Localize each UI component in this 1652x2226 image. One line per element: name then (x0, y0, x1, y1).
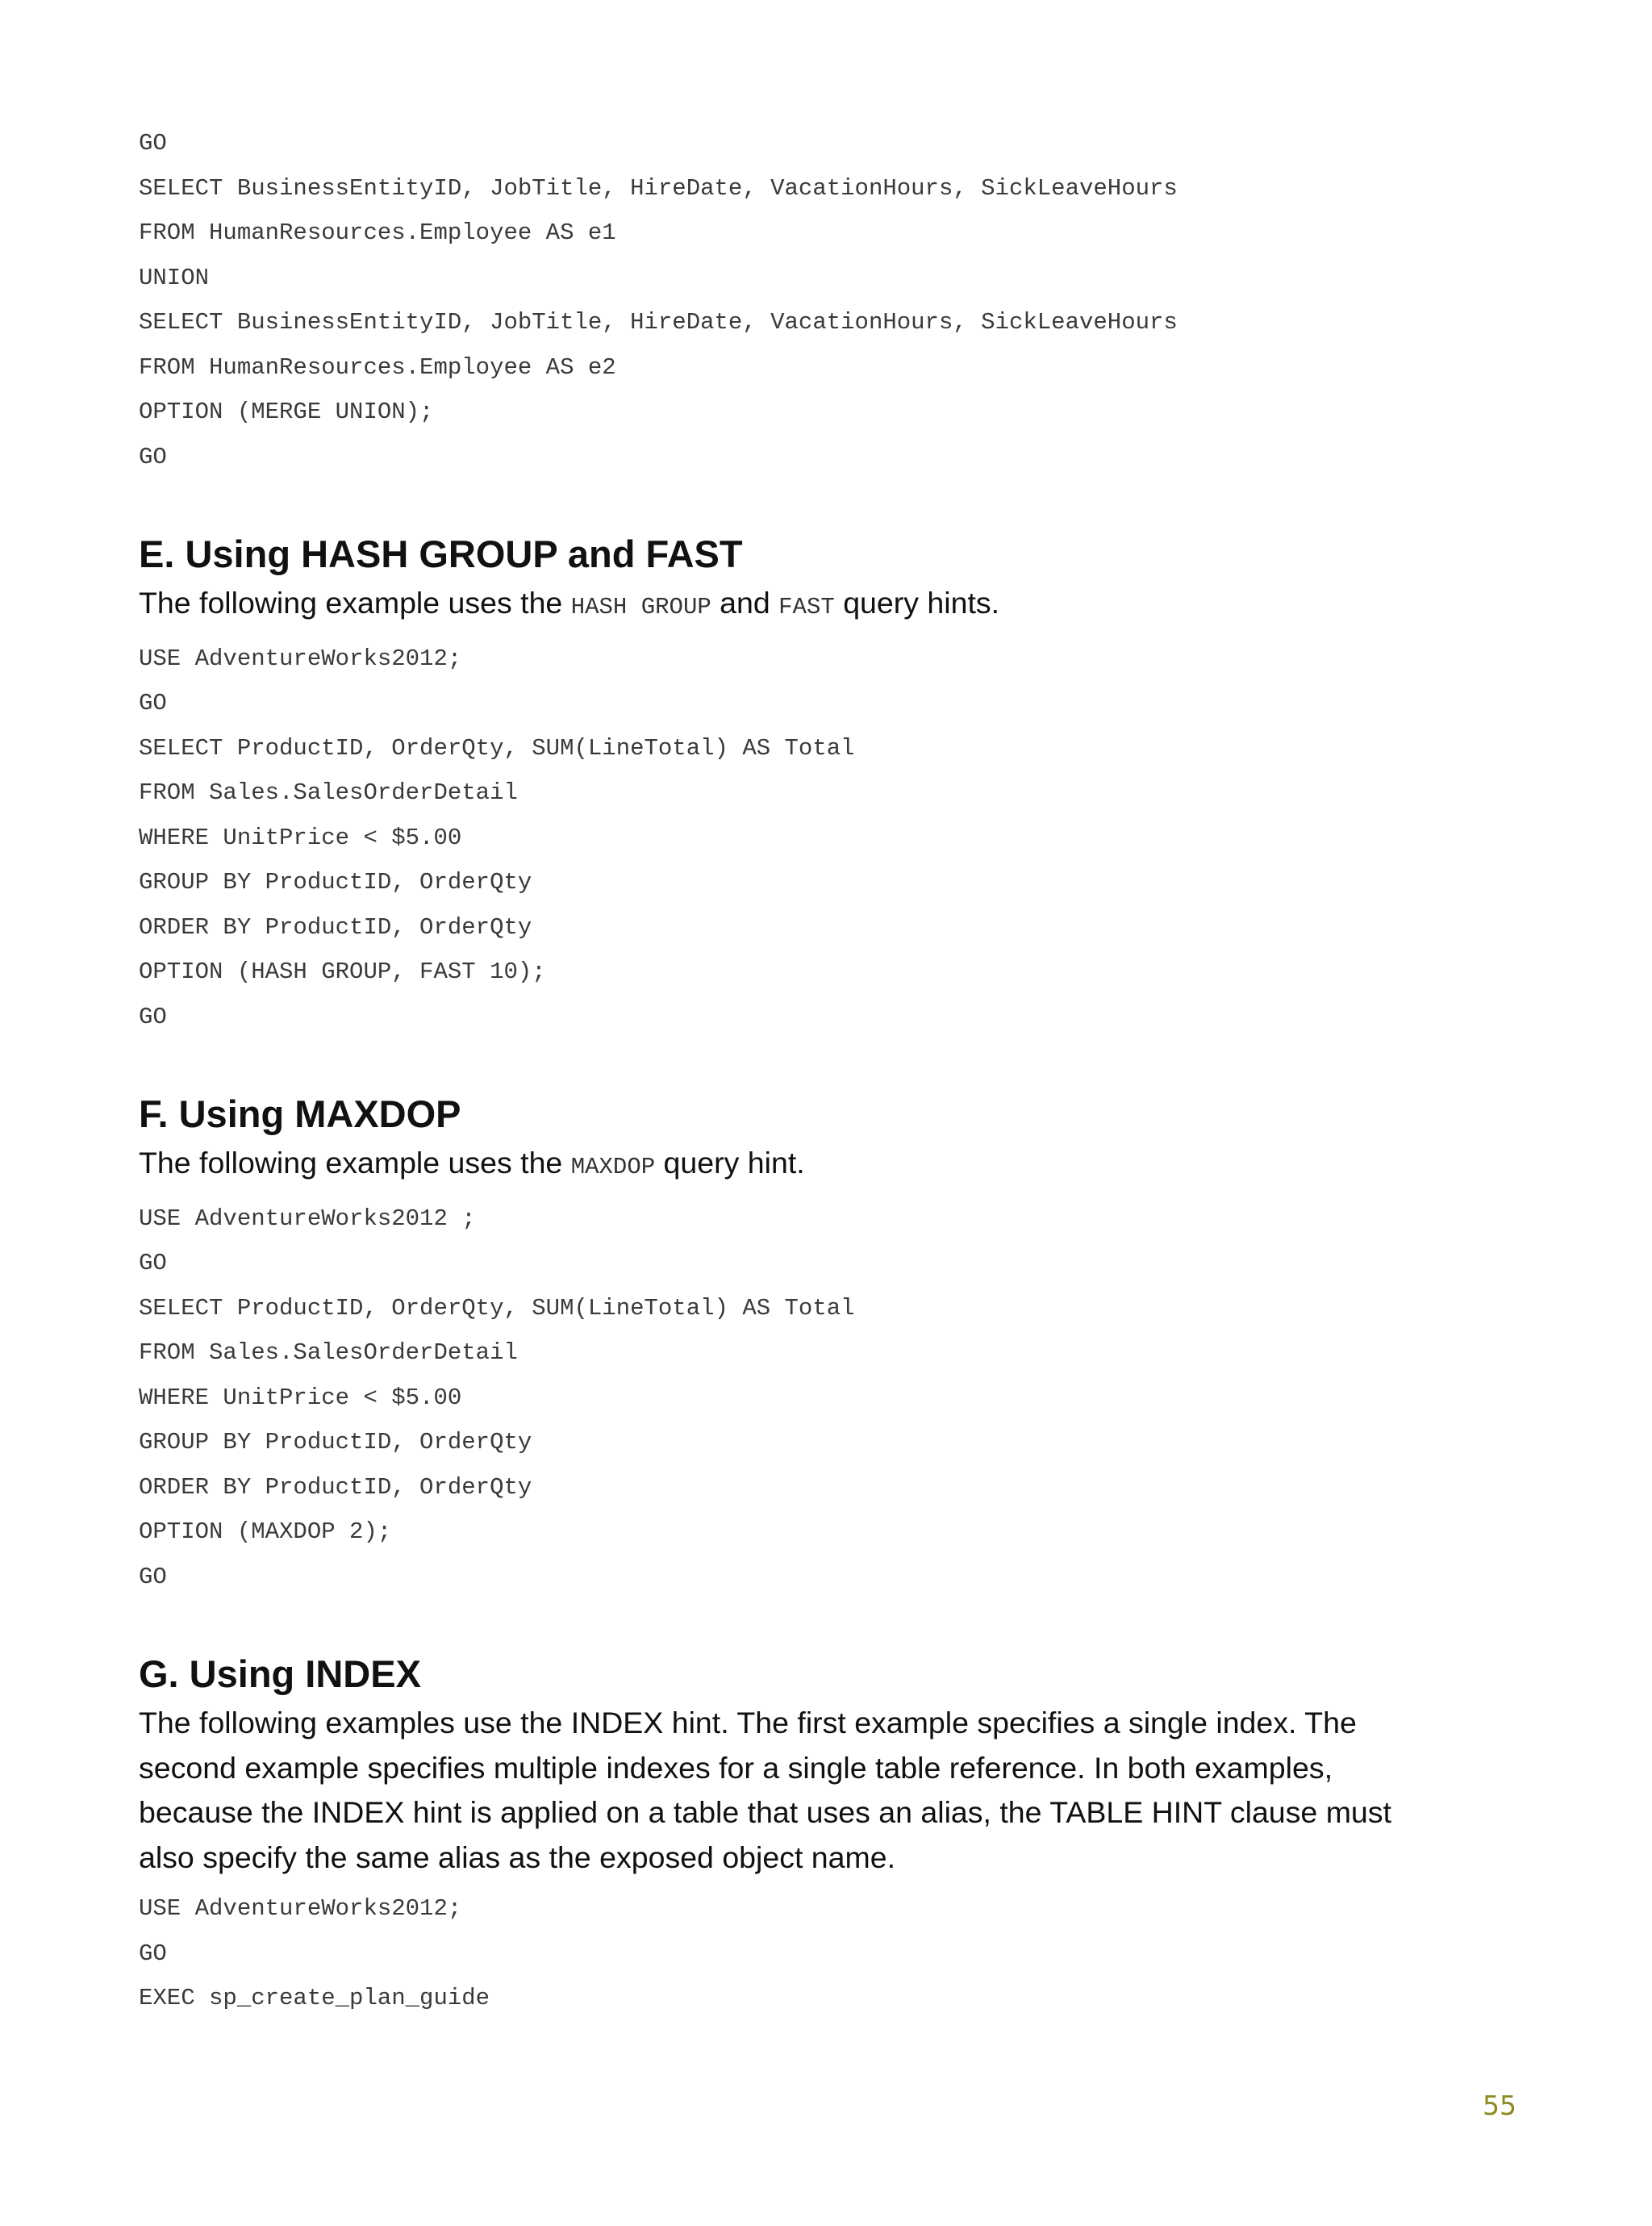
code-line: FROM HumanResources.Employee AS e1 (139, 219, 616, 246)
intro-line: because the INDEX hint is applied on a table that uses an alias, the TABLE HINT clause must (139, 1795, 1391, 1829)
section-heading-g: G. Using INDEX (139, 1652, 421, 1695)
code-block-maxdop (139, 1197, 1526, 1600)
inline-code: HASH GROUP (570, 594, 711, 620)
code-block-index (139, 1886, 1526, 2021)
inline-code: MAXDOP (570, 1154, 656, 1180)
intro-text: query hint. (655, 1146, 805, 1180)
code-line: GROUP BY ProductID, OrderQty (139, 869, 532, 896)
section-intro-f (139, 1141, 1526, 1190)
code-line: OPTION (HASH GROUP, FAST 10); (139, 958, 546, 985)
section-heading-f: F. Using MAXDOP (139, 1092, 461, 1135)
code-line: WHERE UnitPrice < $5.00 (139, 1384, 462, 1411)
intro-line: The following examples use the INDEX hint. The first example specifies a single index. The (139, 1706, 1357, 1739)
code-line: GO (139, 1563, 167, 1590)
code-block-merge-union (139, 121, 1526, 479)
intro-line: also specify the same alias as the exposed object name. (139, 1840, 896, 1874)
code-line: GO (139, 443, 167, 470)
code-block-hash-group (139, 637, 1526, 1040)
code-line: GO (139, 1940, 167, 1967)
document-page (139, 121, 1526, 2021)
intro-text: query hints. (834, 586, 1000, 620)
code-line: USE AdventureWorks2012; (139, 645, 462, 672)
intro-text: The following example uses the (139, 1146, 571, 1180)
code-line: GO (139, 1250, 167, 1276)
code-line: SELECT ProductID, OrderQty, SUM(LineTotal) AS Total (139, 734, 855, 762)
code-line: OPTION (MAXDOP 2); (139, 1518, 392, 1545)
section-intro-g (139, 1701, 1526, 1880)
code-line: FROM Sales.SalesOrderDetail (139, 1339, 518, 1366)
inline-code: FAST (778, 594, 835, 620)
intro-line: second example specifies multiple indexes for a single table reference. In both examples, (139, 1750, 1333, 1785)
code-line: ORDER BY ProductID, OrderQty (139, 913, 532, 941)
code-line: FROM HumanResources.Employee AS e2 (139, 353, 616, 381)
code-line: GO (139, 690, 167, 716)
code-line: GO (139, 130, 167, 157)
intro-text: and (711, 586, 779, 620)
intro-text: The following example uses the (139, 586, 571, 620)
code-line: USE AdventureWorks2012; (139, 1895, 462, 1922)
code-line: GO (139, 1003, 167, 1030)
code-line: WHERE UnitPrice < $5.00 (139, 824, 462, 851)
code-line: UNION (139, 264, 210, 291)
code-line: SELECT ProductID, OrderQty, SUM(LineTotal) AS Total (139, 1294, 855, 1322)
code-line: GROUP BY ProductID, OrderQty (139, 1429, 532, 1455)
code-line: EXEC sp_create_plan_guide (139, 1985, 490, 2011)
code-line: FROM Sales.SalesOrderDetail (139, 779, 518, 806)
code-line: SELECT BusinessEntityID, JobTitle, HireDate, VacationHours, SickLeaveHours (139, 309, 1178, 336)
code-line: ORDER BY ProductID, OrderQty (139, 1473, 532, 1501)
page-number: 55 (1483, 2090, 1516, 2121)
section-heading-e: E. Using HASH GROUP and FAST (139, 532, 743, 575)
section-intro-e (139, 581, 1526, 630)
code-line: USE AdventureWorks2012 ; (139, 1205, 476, 1232)
code-line: SELECT BusinessEntityID, JobTitle, HireDate, VacationHours, SickLeaveHours (139, 174, 1178, 202)
code-line: OPTION (MERGE UNION); (139, 399, 434, 425)
